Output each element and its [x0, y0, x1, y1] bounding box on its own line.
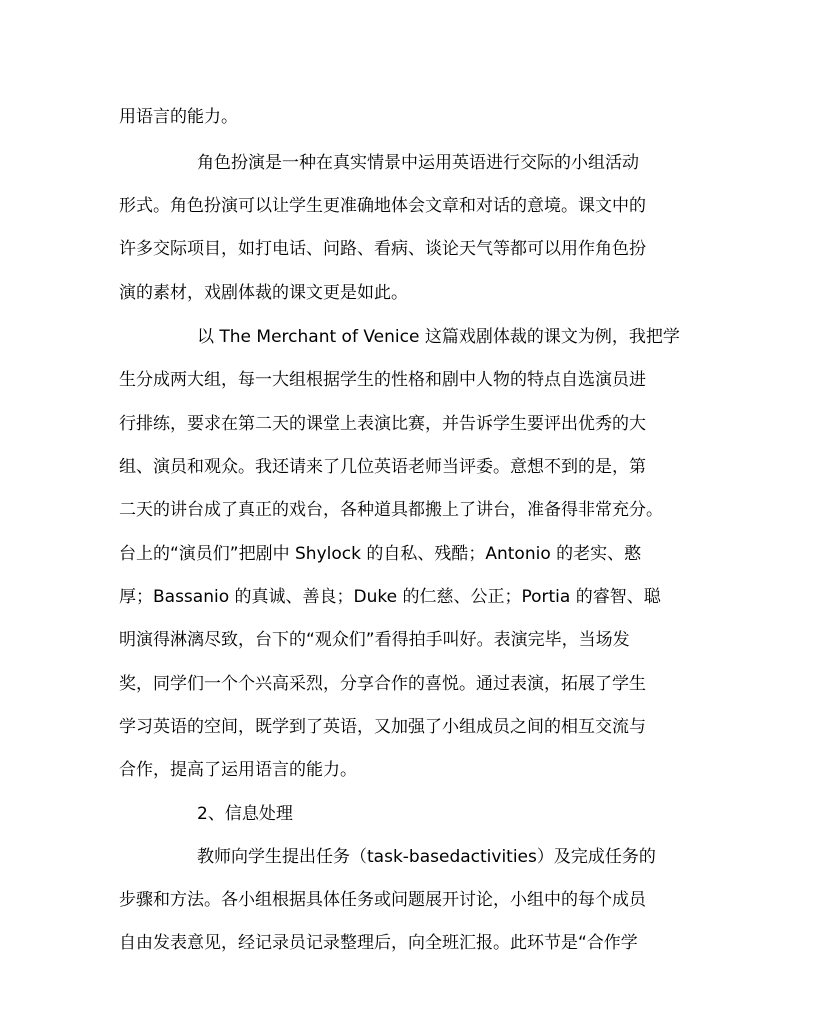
text-line: 行排练，要求在第二天的课堂上表演比赛，并告诉学生要评出优秀的大	[119, 414, 646, 434]
text-line: 学习英语的空间，既学到了英语，又加强了小组成员之间的相互交流与	[119, 717, 646, 737]
text-line: 用语言的能力。	[119, 107, 238, 127]
text-line: 组、演员和观众。我还请来了几位英语老师当评委。意想不到的是，第	[119, 457, 646, 477]
text-line: 步骤和方法。各小组根据具体任务或问题展开讨论，小组中的每个成员	[119, 890, 646, 910]
text-line: 厚；Bassanio 的真诚、善良；Duke 的仁慈、公正；Portia 的睿智、聪	[119, 587, 661, 607]
text-line: 二天的讲台成了真正的戏台，各种道具都搬上了讲台，准备得非常充分。	[119, 500, 663, 520]
text-line: 形式。角色扮演可以让学生更准确地体会文章和对话的意境。课文中的	[119, 196, 646, 216]
text-line: 生分成两大组，每一大组根据学生的性格和剧中人物的特点自选演员进	[119, 370, 646, 390]
text-line: 明演得淋漓尽致，台下的“观众们”看得拍手叫好。表演完毕，当场发	[119, 630, 630, 650]
text-line: 奖，同学们一个个兴高采烈，分享合作的喜悦。通过表演，拓展了学生	[119, 674, 646, 694]
paragraph-start-line: 教师向学生提出任务（task-basedactivities）及完成任务的	[197, 847, 656, 867]
text-line: 演的素材，戏剧体裁的课文更是如此。	[119, 283, 408, 303]
text-line: 许多交际项目，如打电话、问路、看病、谈论天气等都可以用作角色扮	[119, 239, 646, 259]
text-line: 自由发表意见，经记录员记录整理后，向全班汇报。此环节是“合作学	[119, 933, 638, 953]
text-line: 合作，提高了运用语言的能力。	[119, 760, 357, 780]
text-line: 台上的“演员们”把剧中 Shylock 的自私、残酷；Antonio 的老实、憨	[119, 544, 642, 564]
paragraph-start-line: 角色扮演是一种在真实情景中运用英语进行交际的小组活动	[197, 153, 639, 173]
section-heading: 2、信息处理	[197, 804, 293, 824]
paragraph-start-line: 以 The Merchant of Venice 这篇戏剧体裁的课文为例，我把学	[197, 327, 680, 347]
